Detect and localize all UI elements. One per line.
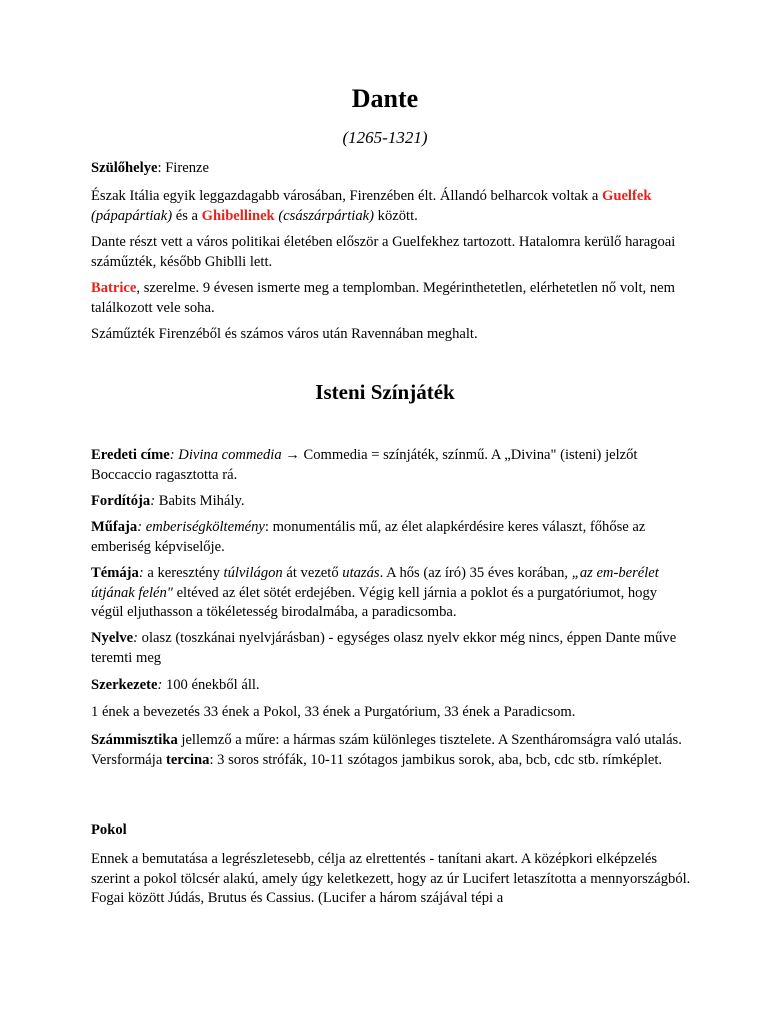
birthplace-sep: : <box>157 160 166 176</box>
hell-heading: Pokol <box>91 822 127 838</box>
factions-text-3: között. <box>374 207 418 224</box>
genre-value: emberiségköltemény <box>142 519 265 535</box>
politics-paragraph: Dante részt vett a város politikai életében először a Guelfekhez tartozott. Hatalomra kerülő haragoai száműzték, később Ghiblli lett. <box>91 234 676 270</box>
theme-quote: „az em-berélet útjának felén" <box>91 565 659 601</box>
theme-text-1: a keresztény <box>143 565 224 581</box>
guelfs-term: Guelfek <box>601 188 652 204</box>
tercina-term: tercina <box>165 751 210 768</box>
language-text: olasz (toszkánai nyelvjárásban) - egységes olasz nyelv ekkor még nincs, éppen Dante műve teremti meg <box>91 630 677 666</box>
theme-afterlife: túlvilágon <box>223 565 283 581</box>
structure-text: 100 énekből áll. <box>162 677 260 693</box>
factions-paragraph <box>91 187 691 226</box>
original-title-sep: : <box>169 447 175 463</box>
ghibellines-note: (császárpártiak) <box>274 207 374 224</box>
beatrice-name: Batrice <box>91 280 137 296</box>
language-sep: : <box>133 630 139 646</box>
original-title-text: Commedia = színjáték, színmű. A „Divina" (isteni) jelzőt Boccaccio ragasztotta rá. <box>91 447 638 483</box>
beatrice-paragraph <box>91 279 691 318</box>
language-paragraph <box>91 629 691 668</box>
genre-paragraph <box>91 518 691 557</box>
structure-paragraph <box>91 676 691 696</box>
theme-journey: utazás <box>342 565 380 581</box>
translator-paragraph <box>91 492 691 512</box>
section-title: Isteni Színjáték <box>315 380 455 404</box>
theme-text-2: át vezető <box>282 565 343 581</box>
theme-text-4: eltéved az élet sötét erdejében. Végig kell járnia a poklot és a purgatóriumot, hogy végül eljuthasson a tökéletesség birodalmába, a paradicsomba. <box>91 584 658 620</box>
original-title-value: Divina commedia <box>174 447 282 463</box>
numerology-label: Számmisztika <box>91 732 178 748</box>
numerology-text-1: jellemző a műre: a hármas szám különleges tisztelete. A Szentháromságra való utalás. Versformája <box>91 732 682 768</box>
life-years: (1265-1321) <box>342 128 428 147</box>
page-title: Dante <box>351 84 419 113</box>
exile-paragraph: Száműzték Firenzéből és számos város után Ravennában meghalt. <box>91 326 478 342</box>
arrow-icon: → <box>281 447 304 463</box>
birthplace-paragraph <box>91 159 691 179</box>
genre-sep: : <box>137 519 143 535</box>
numerology-paragraph <box>91 731 691 770</box>
birthplace-value: Firenze <box>165 160 209 176</box>
numerology-text-2: : 3 soros strófák, 10-11 szótagos jambikus sorok, aba, bcb, cdc stb. rímképlet. <box>209 751 663 768</box>
beatrice-text: , szerelme. 9 évesen ismerte meg a templomban. Megérinthetetlen, elérhetetlen nő volt, nem találkozott vele soha. <box>91 280 675 316</box>
theme-sep: : <box>138 565 144 581</box>
language-label: Nyelve <box>91 630 134 646</box>
birthplace-label: Szülőhelye <box>91 160 158 176</box>
translator-label: Fordítója <box>91 493 151 509</box>
genre-label: Műfaja <box>91 519 138 535</box>
original-title-paragraph <box>91 446 691 485</box>
hell-paragraph: Ennek a bemutatása a legrészletesebb, célja az elrettentés - tanítani akart. A középkori elképzelés szerint a pokol tölcsér alakú, amely úgy keletkezett, hogy az úr Lucifert letaszította a mennyországból. Fogai között Júdás, Brutus és Cassius. (Lucifer a három szájával tépi a <box>91 851 691 906</box>
theme-text-3: . A hős (az író) 35 éves korában, <box>379 565 572 581</box>
genre-text: : monumentális mű, az élet alapkérdésire keres választ, főhőse az emberiség képviselője. <box>91 519 646 555</box>
theme-paragraph <box>91 564 691 623</box>
factions-text-1: Észak Itália egyik leggazdagabb városában, Firenzében élt. Állandó belharcok voltak a <box>91 188 602 204</box>
original-title-label: Eredeti címe <box>91 447 170 463</box>
factions-text-2: és a <box>172 207 202 224</box>
ghibellines-term: Ghibellinek <box>201 207 275 224</box>
structure-label: Szerkezete <box>91 677 158 693</box>
translator-sep: : <box>150 493 156 509</box>
structure-sep: : <box>157 677 163 693</box>
translator-value: Babits Mihály. <box>155 493 245 509</box>
guelfs-note: (pápapártiak) <box>91 207 173 224</box>
cantos-paragraph: 1 ének a bevezetés 33 ének a Pokol, 33 ének a Purgatórium, 33 ének a Paradicsom. <box>91 704 576 720</box>
theme-label: Témája <box>91 565 139 581</box>
